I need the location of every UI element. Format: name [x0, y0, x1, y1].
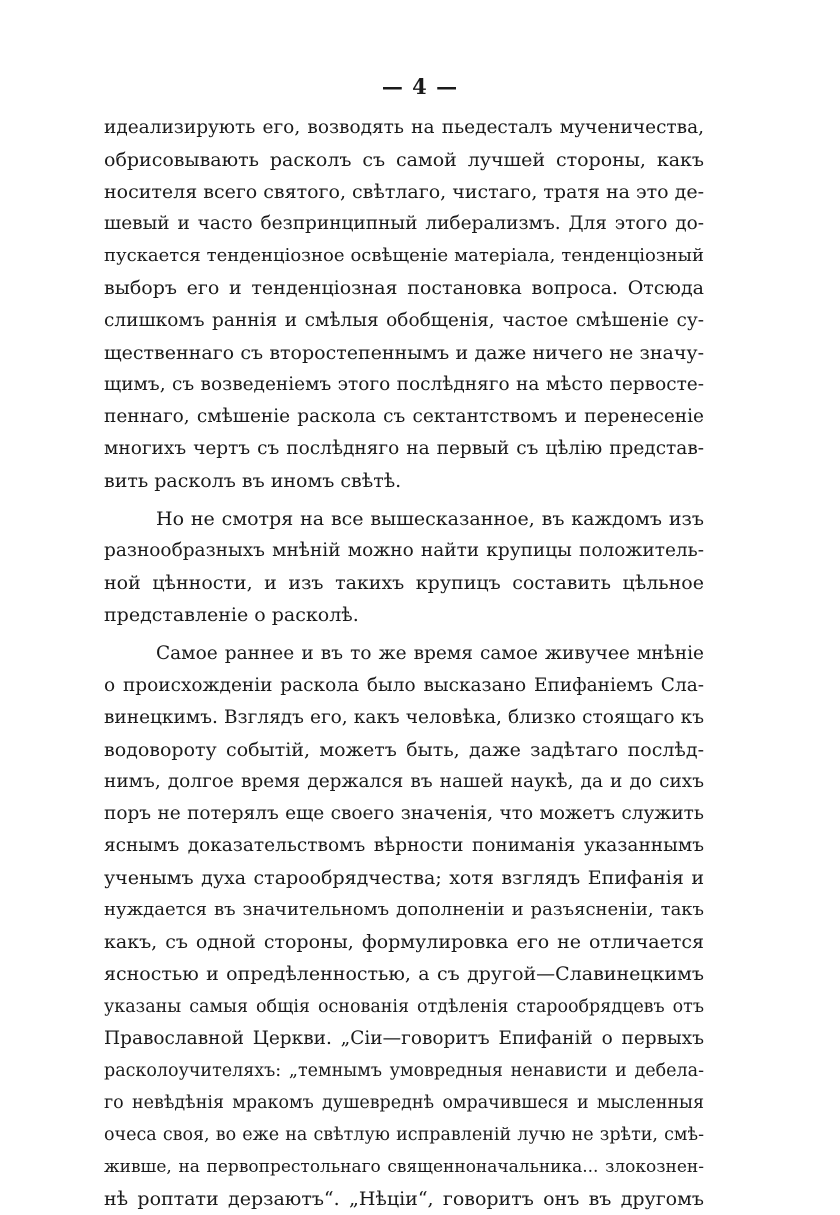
text-line: представленіе о расколѣ. — [104, 599, 704, 631]
text-line: разнообразныхъ мнѣній можно найти крупицы положитель- — [104, 535, 704, 567]
text-line: какъ, съ одной стороны, формулировка его не отличается — [104, 926, 704, 958]
paragraph-2 — [104, 503, 704, 631]
text-line: нимъ, долгое время держался въ нашей наукѣ, да и до сихъ — [104, 766, 704, 798]
text-line: идеализирують его, возводять на пьедесталъ мученичества, — [104, 112, 704, 144]
text-line: яснымъ доказательствомъ вѣрности пониманія указаннымъ — [104, 830, 704, 862]
paragraph-3 — [104, 638, 704, 1215]
text-line: пускается тенденціозное освѣщеніе матеріала, тенденціозный — [104, 240, 704, 272]
paragraph-1 — [104, 112, 704, 497]
text-line: пеннаго, смѣшеніе раскола съ сектантствомъ и перенесеніе — [104, 401, 704, 433]
text-line: Православной Церкви. „Сіи—говоритъ Епифаній о первыхъ — [104, 1023, 704, 1055]
body-text — [104, 112, 704, 1215]
text-line: очеса своя, во еже на свѣтлую исправленій лучю не зрѣти, смѣ- — [104, 1119, 704, 1151]
text-line: указаны самыя общія основанія отдѣленія старообрядцевъ отъ — [104, 991, 704, 1023]
text-line: вить расколъ въ иномъ свѣтѣ. — [104, 465, 704, 497]
text-line: нуждается въ значительномъ дополненіи и разъясненіи, такъ — [104, 894, 704, 926]
text-line: щимъ, съ возведеніемъ этого послѣдняго на мѣсто первосте- — [104, 369, 704, 401]
text-line: Но не смотря на все вышесказанное, въ каждомъ изъ — [104, 503, 704, 535]
text-line: о происхожденіи раскола было высказано Епифаніемъ Сла- — [104, 670, 704, 702]
text-line: щественнаго съ второстепеннымъ и даже ничего не значу- — [104, 337, 704, 369]
text-line: ученымъ духа старообрядчества; хотя взглядъ Епифанія и — [104, 862, 704, 894]
text-line: водовороту событій, можетъ быть, даже задѣтаго послѣд- — [104, 734, 704, 766]
text-line: Самое раннее и въ то же время самое живучее мнѣніе — [104, 638, 704, 670]
text-line: ной цѣнности, и изъ такихъ крупицъ составить цѣльное — [104, 567, 704, 599]
text-line: жившe, на первопрестольнаго священноначальника... злокознен- — [104, 1151, 704, 1183]
text-line: выборъ его и тенденціозная постановка вопроса. Отсюда — [104, 272, 704, 304]
text-line: нѣ роптати дерзаютъ“. „Нѣціи“, говоритъ онъ въ другомъ — [104, 1183, 704, 1215]
text-line: многихъ чертъ съ послѣдняго на первый съ цѣлію представ- — [104, 433, 704, 465]
text-line: слишкомъ раннія и смѣлыя обобщенія, частое смѣшеніе су- — [104, 305, 704, 337]
text-line: поръ не потерялъ еще своего значенія, что можетъ служить — [104, 798, 704, 830]
text-line: обрисовывають расколъ съ самой лучшей стороны, какъ — [104, 144, 704, 176]
text-line: винецкимъ. Взглядъ его, какъ человѣка, близко стоящаго къ — [104, 702, 704, 734]
text-line: ясностью и опредѣленностью, а съ другой—Славинецкимъ — [104, 958, 704, 990]
text-line: носителя всего святого, свѣтлаго, чистаго, тратя на это де- — [104, 176, 704, 208]
page-number: — 4 — — [0, 74, 840, 99]
text-line: шевый и часто безпринципный либерализмъ. Для этого до- — [104, 208, 704, 240]
text-line: расколоучителяхъ: „темнымъ умовредныя ненависти и дебела- — [104, 1055, 704, 1087]
text-line: го невѣдѣнія мракомъ душевреднѣ омрачившеся и мысленныя — [104, 1087, 704, 1119]
